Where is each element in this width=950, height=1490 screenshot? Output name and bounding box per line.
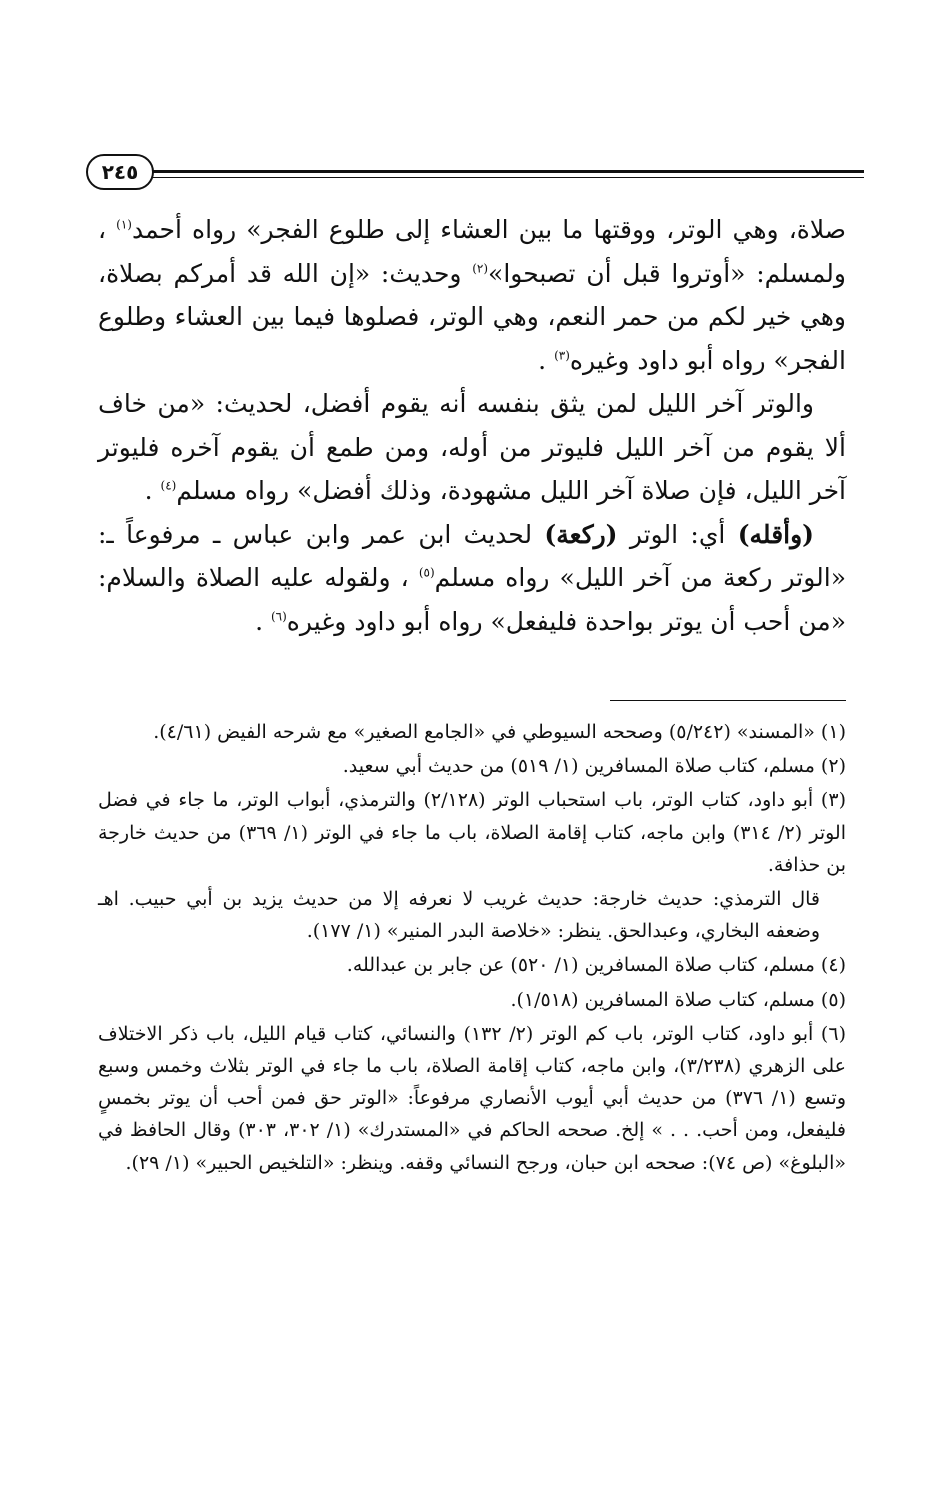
p3-bold-b: (ركعة)	[544, 519, 618, 549]
footnote-ref-5: (٥)	[418, 565, 435, 580]
page-header	[86, 150, 864, 190]
page-number: ٢٤٥	[101, 160, 139, 184]
footnote-ref-6: (٦)	[270, 609, 287, 624]
p3-text-b: لحديث ابن عمر وابن عباس ـ مرفوعاً ـ: «الوتر ركعة من آخر الليل» رواه مسلم	[98, 519, 847, 592]
main-text	[98, 208, 846, 643]
footnote-ref-2: (٢)	[472, 261, 489, 276]
p3-text-a: أي: الوتر	[617, 519, 738, 549]
p1-text-d: .	[538, 345, 555, 375]
footnote-2: (٢) مسلم، كتاب صلاة المسافرين (١/ ٥١٩) من حديث أبي سعيد.	[342, 755, 846, 778]
footnote-5: (٥) مسلم، كتاب صلاة المسافرين (١/٥١٨).	[510, 988, 846, 1011]
footnote-ref-3: (٣)	[554, 348, 570, 363]
p3-bold-a: (وأقله)	[737, 519, 814, 549]
footnote-separator	[610, 700, 846, 701]
footnote-4: (٤) مسلم، كتاب صلاة المسافرين (١/ ٥٢٠) عن جابر بن عبدالله.	[346, 954, 846, 977]
footnote-ref-1: (١)	[116, 217, 132, 232]
header-rule-thin	[146, 177, 864, 178]
paragraph-1	[98, 208, 846, 382]
page-number-badge	[86, 154, 154, 190]
p2-text-b: .	[144, 476, 161, 505]
footnote-6: (٦) أبو داود، كتاب الوتر، باب كم الوتر (٢/ ١٣٢) والنسائي، كتاب قيام الليل، باب ذكر الاختلاف على الزهري (٣/٢٣٨)، وابن ماجه، كتاب إقامة الصلاة، باب ما جاء في الوتر بثلاث وخمس وسبع وتسع (١/ ٣٧٦) من حديث أبي أيوب الأنصاري مرفوعاً: «الوتر حق فمن أحب أن يوتر بخمسٍ فليفعل، ومن أحب. . . » إلخ. صححه الحاكم في «المستدرك» (١/ ٣٠٢، ٣٠٣) وقال الحافظ في «البلوغ» (ص ٧٤): صححه ابن حبان، ورجح النسائي وقفه. وينظر: «التلخيص الحبير» (١/ ٢٩).	[98, 1022, 846, 1174]
footnote-1: (١) «المسند» (٥/٢٤٢) وصححه السيوطي في «الجامع الصغير» مع شرحه الفيض (٤/٦١).	[153, 721, 846, 743]
footnotes	[98, 716, 846, 1181]
p1-text-b: ، ولمسلم: «أوتروا قبل أن تصبحوا»	[98, 215, 846, 288]
footnote-ref-4: (٤)	[160, 478, 177, 493]
header-rule-thick	[146, 170, 864, 173]
p1-text-a: صلاة، وهي الوتر، ووقتها ما بين العشاء إلى طلوع الفجر» رواه أحمد	[131, 215, 847, 244]
footnote-3: (٣) أبو داود، كتاب الوتر، باب استحباب الوتر (٢/١٢٨) والترمذي، أبواب الوتر، ما جاء في فضل الوتر (٢/ ٣١٤) وابن ماجه، كتاب إقامة الصلاة، باب ما جاء في الوتر (١/ ٣٦٩) من حديث خارجة بن حذافة.	[98, 789, 846, 876]
p3-text-d: .	[255, 606, 271, 636]
p1-text-c: وحديث: «إن الله قد أمركم بصلاة، وهي خير لكم من حمر النعم، وهي الوتر، فصلوها فيما بين العشاء وطلوع الفجر» رواه أبو داود وغيره	[98, 258, 846, 375]
footnote-3-continued: قال الترمذي: حديث خارجة: حديث غريب لا نعرفه إلا من حديث يزيد بن أبي حبيب. اهـ وضعفه البخاري، وعبدالحق. ينظر: «خلاصة البدر المنير» (١/ ١٧٧).	[98, 888, 820, 943]
paragraph-3	[98, 513, 846, 644]
p3-text-c: ، ولقوله عليه الصلاة والسلام: «من أحب أن يوتر بواحدة فليفعل» رواه أبو داود وغيره	[98, 563, 846, 636]
p2-text-a: والوتر آخر الليل لمن يثق بنفسه أنه يقوم أفضل، لحديث: «من خاف ألا يقوم من آخر الليل فليوتر من أوله، ومن طمع أن يقوم آخره فليوتر آخر الليل، فإن صلاة آخر الليل مشهودة، وذلك أفضل» رواه مسلم	[98, 389, 846, 505]
paragraph-2	[98, 382, 846, 513]
